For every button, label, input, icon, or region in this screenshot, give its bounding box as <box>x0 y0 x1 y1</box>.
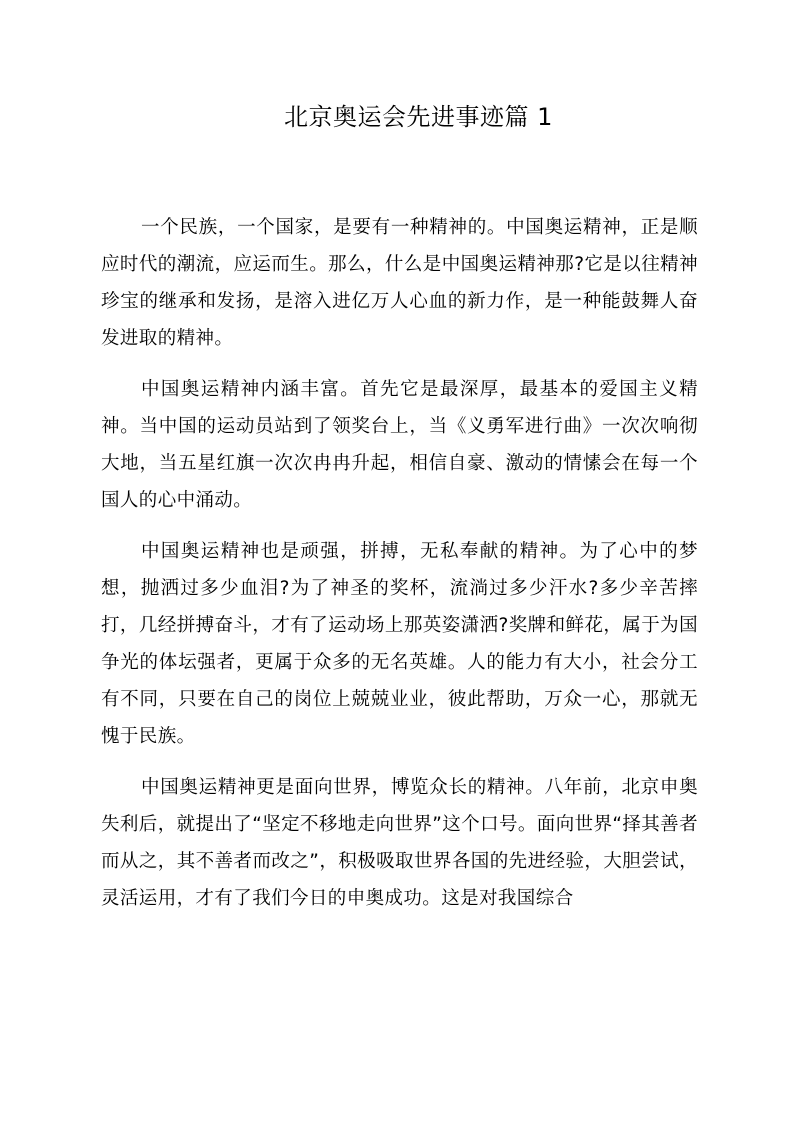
document-body <box>101 209 698 917</box>
paragraph: 中国奥运精神也是顽强，拼搏，无私奉献的精神。为了心中的梦想，抛洒过多少血泪?为了神圣的奖杯，流淌过多少汗水?多少辛苦摔打，几经拼搏奋斗，才有了运动场上那英姿潇洒?奖牌和鲜花，属于为国争光的体坛强者，更属于众多的无名英雄。人的能力有大小，社会分工有不同，只要在自己的岗位上兢兢业业，彼此帮助，万众一心，那就无愧于民族。 <box>101 541 698 747</box>
paragraph: 一个民族，一个国家，是要有一种精神的。中国奥运精神，正是顺应时代的潮流，应运而生。那么，什么是中国奥运精神那?它是以往精神珍宝的继承和发扬，是溶入进亿万人心血的新力作，是一种能鼓舞人奋发进取的精神。 <box>101 217 698 349</box>
document-title: 北京奥运会先进事迹篇 1 <box>284 103 553 131</box>
paragraph: 中国奥运精神更是面向世界，博览众长的精神。八年前，北京申奥失利后，就提出了“坚定不移地走向世界”这个口号。面向世界“择其善者而从之，其不善者而改之”，积极吸取世界各国的先进经验，大胆尝试，灵活运用，才有了我们今日的申奥成功。这是对我国综合 <box>101 777 698 909</box>
paragraph: 中国奥运精神内涵丰富。首先它是最深厚，最基本的爱国主义精神。当中国的运动员站到了领奖台上，当《义勇军进行曲》一次次响彻大地，当五星红旗一次次冉冉升起，相信自豪、激动的情愫会在每一个国人的心中涌动。 <box>101 379 698 511</box>
